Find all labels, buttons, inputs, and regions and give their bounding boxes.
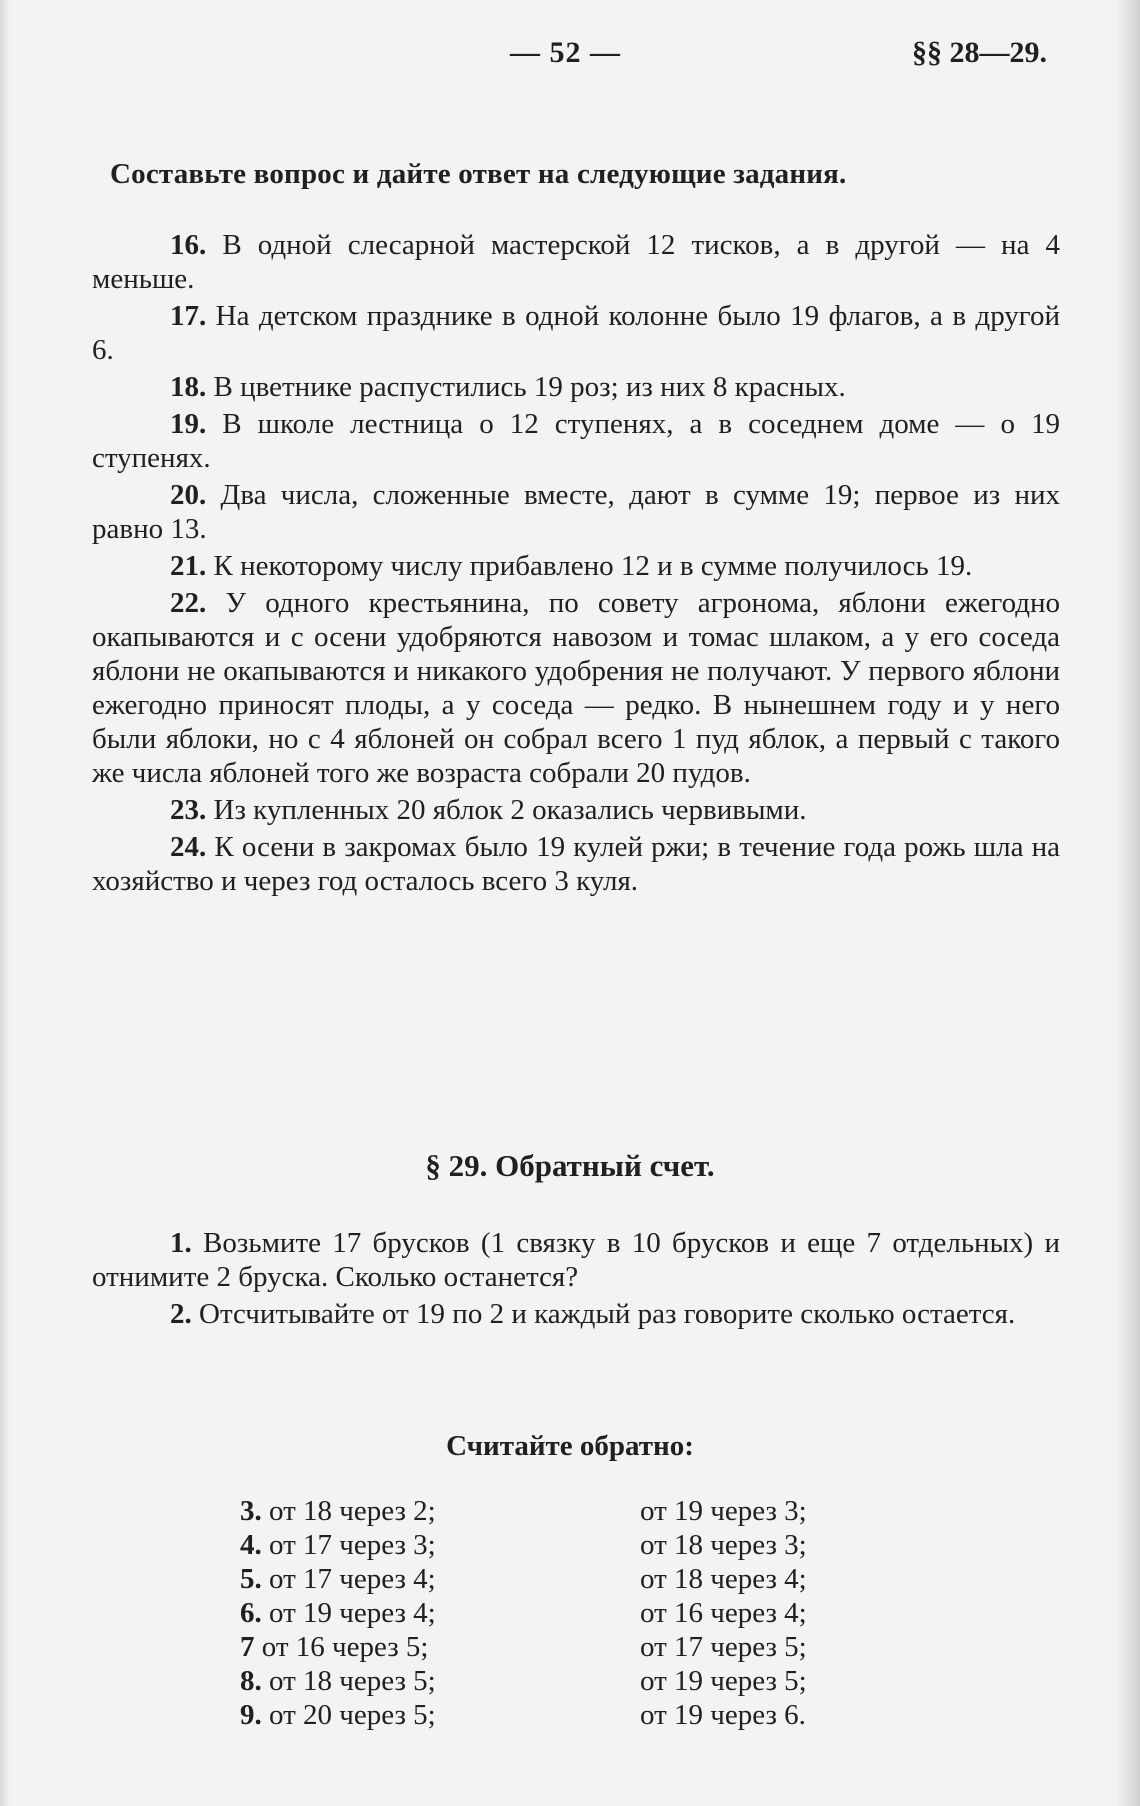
table-row: [240, 1630, 960, 1664]
count-back-title: Считайте обратно:: [446, 1430, 694, 1462]
table-row: [240, 1562, 960, 1596]
right-exercise: от 19 через 3;: [640, 1495, 807, 1527]
problem-16: [92, 228, 1060, 296]
instruction-heading: Составьте вопрос и дайте ответ на следующие задания.: [110, 158, 847, 190]
right-exercise: от 18 через 4;: [640, 1563, 807, 1595]
table-row: [240, 1664, 960, 1698]
problem-text: На детском празднике в одной колонне было 19 флагов, а в другой 6.: [92, 300, 1061, 366]
problem-text: Возьмите 17 брусков (1 связку в 10 брусков и еще 7 отдельных) и отнимите 2 бруска. Сколько останется?: [92, 1227, 1061, 1293]
left-exercise: от 16 через 5;: [261, 1631, 429, 1663]
right-exercise: от 19 через 6.: [640, 1699, 806, 1731]
left-exercise: от 18 через 5;: [269, 1665, 436, 1697]
table-row: [240, 1528, 960, 1562]
problem-text: К некоторому числу прибавлено 12 и в сумме получилось 19.: [213, 550, 973, 582]
section-problem-1: [92, 1226, 1060, 1294]
problem-text: К осени в закромах было 19 кулей ржи; в течение года рожь шла на хозяйство и через год осталось всего 3 куля.: [92, 831, 1061, 897]
problem-number: 19.: [170, 408, 207, 440]
left-exercise: от 17 через 3;: [269, 1529, 436, 1561]
page-shadow-left: [0, 0, 10, 1806]
problem-number: 1.: [170, 1227, 192, 1259]
left-exercise: от 18 через 2;: [269, 1495, 436, 1527]
problem-17: [92, 299, 1060, 367]
table-row: [240, 1698, 960, 1732]
problem-text: У одного крестьянина, по совету агронома, яблони ежегодно окапываются и с осени удобряются навозом и томас шлаком, а у его соседа яблони не окапываются и никакого удобрения не получают. У первого яблони ежегодно приносят плоды, а у соседа — редко. В нынешнем году и у него были яблоки, но с 4 яблоней он собрал всего 1 пуд яблок, а первый с такого же числа яблоней того же возраста собрали 20 пудов.: [92, 587, 1061, 789]
page-shadow-right: [1116, 0, 1140, 1806]
right-exercise: от 19 через 5;: [640, 1665, 807, 1697]
page-number: — 52 —: [510, 36, 621, 69]
section-title: § 29. Обратный счет.: [425, 1148, 715, 1183]
problem-text: В цветнике распустились 19 роз; из них 8 красных.: [213, 371, 846, 403]
left-exercise: от 17 через 4;: [269, 1563, 436, 1595]
problem-text: Два числа, сложенные вместе, дают в сумме 19; первое из них равно 13.: [92, 479, 1060, 545]
row-number: 7: [240, 1631, 255, 1663]
table-row: [240, 1494, 960, 1528]
section-problem-2: [92, 1297, 1060, 1331]
problem-text: Отсчитывайте от 19 по 2 и каждый раз говорите сколько остается.: [199, 1298, 1016, 1330]
problem-text: В школе лестница о 12 ступенях, а в соседнем доме — о 19 ступенях.: [92, 408, 1061, 474]
row-number: 8.: [240, 1665, 262, 1697]
problem-number: 20.: [170, 479, 207, 511]
problem-text: Из купленных 20 яблок 2 оказались червивыми.: [213, 794, 807, 826]
left-exercise: от 20 через 5;: [269, 1699, 436, 1731]
problem-number: 24.: [170, 831, 207, 863]
problem-list: [92, 228, 1060, 901]
row-number: 9.: [240, 1699, 262, 1731]
row-number: 4.: [240, 1529, 262, 1561]
page-header: [0, 36, 1140, 76]
problem-23: [92, 793, 1060, 827]
problem-number: 23.: [170, 794, 207, 826]
problem-21: [92, 549, 1060, 583]
problem-number: 21.: [170, 550, 207, 582]
problem-22: [92, 586, 1060, 790]
section-problem-list: [92, 1226, 1060, 1334]
problem-number: 2.: [170, 1298, 192, 1330]
count-back-table: [240, 1494, 960, 1732]
left-exercise: от 19 через 4;: [269, 1597, 436, 1629]
problem-number: 17.: [170, 300, 207, 332]
problem-number: 22.: [170, 587, 207, 619]
problem-18: [92, 370, 1060, 404]
problem-number: 16.: [170, 229, 207, 261]
row-number: 6.: [240, 1597, 262, 1629]
right-exercise: от 16 через 4;: [640, 1597, 807, 1629]
row-number: 5.: [240, 1563, 262, 1595]
problem-number: 18.: [170, 371, 207, 403]
table-row: [240, 1596, 960, 1630]
problem-text: В одной слесарной мастерской 12 тисков, а в другой — на 4 меньше.: [92, 229, 1061, 295]
section-reference: §§ 28—29.: [912, 36, 1047, 69]
problem-20: [92, 478, 1060, 546]
problem-24: [92, 830, 1060, 898]
right-exercise: от 17 через 5;: [640, 1631, 807, 1663]
right-exercise: от 18 через 3;: [640, 1529, 807, 1561]
problem-19: [92, 407, 1060, 475]
row-number: 3.: [240, 1495, 262, 1527]
